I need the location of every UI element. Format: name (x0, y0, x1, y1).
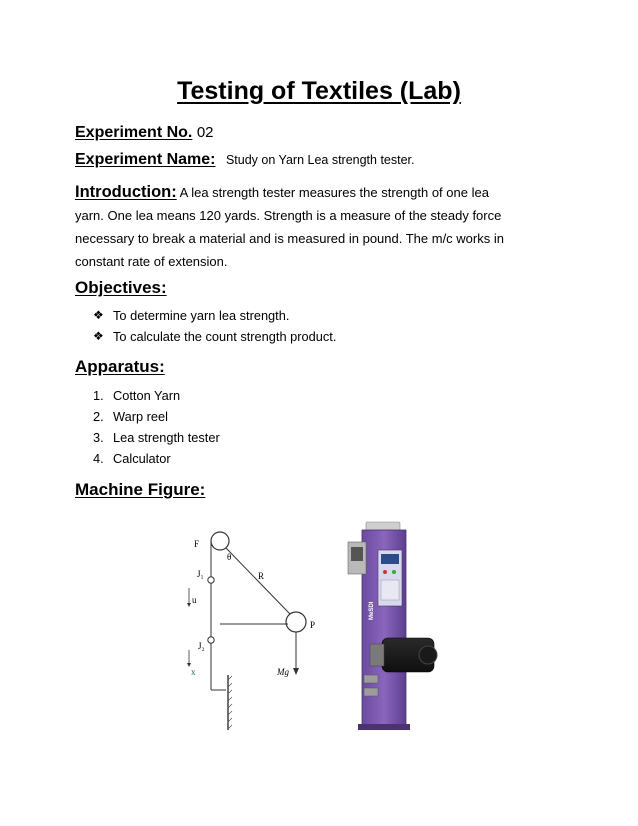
keypad (381, 580, 399, 600)
list-item: ❖ To determine yarn lea strength. (93, 305, 336, 326)
introduction-paragraph (75, 181, 575, 273)
machine-figure-heading: Machine Figure: (75, 480, 206, 499)
diagram-label-x: x (191, 667, 196, 677)
experiment-name-label: Experiment Name: (75, 151, 216, 168)
diagram-label-p: P (310, 620, 316, 630)
gear-box (370, 644, 384, 666)
apparatus-heading: Apparatus: (75, 357, 165, 376)
experiment-no-label: Experiment No. (75, 124, 193, 141)
lea-tester-photo (340, 520, 440, 732)
diagram-label-j2: J₂ (198, 641, 205, 651)
clamp (364, 688, 378, 696)
u-arrow-head-icon (187, 603, 191, 607)
indicator-light (392, 570, 396, 574)
motor-end-cap (419, 646, 437, 664)
diagram-label-mg: Mg (277, 667, 289, 677)
diagram-label-f: F (194, 539, 200, 549)
experiment-no-line (75, 124, 214, 142)
machine-base (358, 724, 410, 730)
list-item: ❖ To calculate the count strength product. (93, 326, 336, 347)
display-screen (381, 554, 399, 564)
introduction-line: A lea strength tester measures the strength of one lea (176, 185, 489, 200)
joint-j2 (208, 637, 214, 643)
introduction-line: yarn. One lea means 120 yards. Strength is a measure of the steady force (75, 208, 502, 223)
weight-arrow-icon (293, 668, 299, 675)
diamond-bullet-icon: ❖ (93, 308, 104, 322)
joint-j1 (208, 577, 214, 583)
diagram-label-r: R (258, 571, 265, 581)
indicator-light (383, 570, 387, 574)
lea-tester-diagram (178, 525, 338, 740)
list-item: 2. Warp reel (93, 409, 168, 424)
list-item: 3. Lea strength tester (93, 430, 220, 445)
list-item: 4. Calculator (93, 451, 171, 466)
experiment-name-value: Study on Yarn Lea strength tester. (225, 153, 415, 167)
machine-brand-text: MeSDI (369, 601, 375, 620)
apparatus-list (93, 385, 220, 469)
objectives-list (93, 305, 336, 347)
machine-side-panel (351, 547, 363, 561)
diagram-label-theta: θ (227, 552, 232, 562)
diagram-label-u: u (192, 595, 197, 605)
experiment-no-value: 02 (196, 124, 214, 141)
clamp (364, 675, 378, 683)
introduction-line: necessary to break a material and is measured in pound. The m/c works in (75, 231, 504, 246)
right-pulley (286, 612, 306, 632)
diagonal-yarn-line (226, 548, 290, 614)
top-pulley (211, 532, 229, 550)
list-item: 1. Cotton Yarn (93, 388, 181, 403)
experiment-name-line (75, 151, 415, 169)
diamond-bullet-icon: ❖ (93, 329, 104, 343)
page-title: Testing of Textiles (Lab) (177, 77, 461, 105)
introduction-label: Introduction: (75, 183, 177, 201)
objectives-heading: Objectives: (75, 278, 167, 297)
diagram-label-j1: J₁ (197, 569, 204, 579)
introduction-line: constant rate of extension. (75, 254, 228, 269)
